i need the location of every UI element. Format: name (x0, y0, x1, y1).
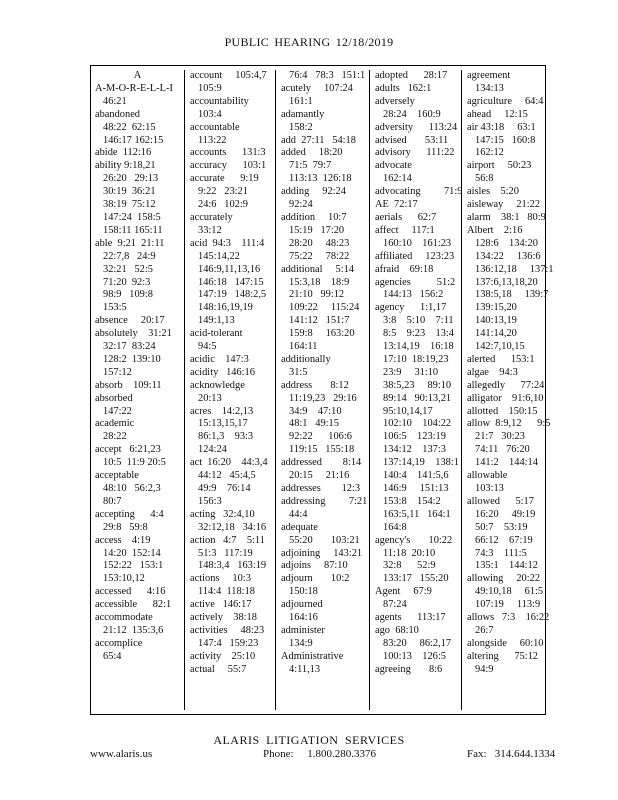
page-header: PUBLIC HEARING 12/18/2019 (224, 35, 394, 49)
index-page-refs: 26:7 (475, 624, 494, 636)
index-page-refs: 98:9 109:8 (103, 289, 153, 301)
index-page-refs: 15:13,15,17 (198, 418, 248, 430)
index-page-refs: 28:20 48:23 (289, 237, 350, 249)
index-page-refs: 146:18 147:15 (198, 276, 264, 288)
index-page-refs: 109:22 115:24 (289, 302, 360, 314)
index-entry: adequate (281, 521, 318, 533)
footer-company: ALARIS LITIGATION SERVICES (213, 733, 405, 747)
index-page-refs: 17:10 18:19,23 (383, 353, 449, 365)
index-page-refs: 21:10 99:12 (289, 289, 345, 301)
index-entry: allow 8:9,12 9:5 (467, 418, 551, 430)
index-entry: AE 72:17 (375, 199, 418, 211)
index-page-refs: 11:18 20:10 (383, 547, 436, 559)
index-page-refs: 134:13 (475, 82, 504, 94)
index-page-refs: 66:12 67:19 (475, 534, 533, 546)
index-entry: adults 162:1 (375, 82, 432, 94)
index-page-refs: 32:21 52:5 (103, 263, 153, 275)
index-page-refs: 28:24 160:9 (383, 108, 441, 120)
index-entry: actual 55:7 (190, 663, 247, 675)
index-page-refs: 156:3 (198, 495, 222, 507)
index-entry: advocating 71:9 (375, 186, 463, 198)
index-entry: absorb 109:11 (95, 379, 162, 391)
index-entry: allowed 5:17 (467, 495, 534, 507)
index-page-refs: 145:14,22 (198, 250, 240, 262)
index-entry: accept 6:21,23 (95, 444, 161, 456)
index-entry: active 146:17 (190, 599, 252, 611)
index-page-refs: 119:15 155:18 (289, 444, 355, 456)
index-entry: acid 94:3 111:4 (190, 237, 265, 249)
index-page-refs: 102:10 104:22 (383, 418, 452, 430)
index-page-refs: 137:14,19 138:1 (383, 457, 459, 469)
index-page-refs: 147:22 (103, 405, 132, 417)
index-entry: alongside 60:10 (467, 637, 544, 649)
index-page-refs: 9:22 23:21 (198, 186, 248, 198)
index-page-refs: 11:19,23 29:16 (289, 392, 357, 404)
index-page-refs: 15:19 17:20 (289, 224, 345, 236)
index-column-4 (369, 70, 461, 710)
index-entry: adjoins 87:10 (281, 560, 348, 572)
index-page-refs: 163:5,11 164:1 (383, 508, 451, 520)
index-entry: additionally (281, 353, 331, 365)
index-page-refs: 141:2 144:14 (475, 457, 538, 469)
index-entry: adjoining 143:21 (281, 547, 363, 559)
index-page-refs: 89:14 90:13,21 (383, 392, 452, 404)
index-column-2 (184, 70, 275, 710)
index-page-refs: 56:8 (475, 173, 494, 185)
index-entry: account 105:4,7 (190, 70, 267, 81)
index-page-refs: 74:11 76:20 (475, 444, 530, 456)
index-entry: adamantly (281, 108, 325, 120)
index-entry: airport 50:23 (467, 160, 532, 172)
index-page-refs: 92:24 (289, 199, 313, 211)
index-entry: allegedly 77:24 (467, 379, 545, 391)
index-column-1 (91, 70, 184, 710)
index-page-refs: 32:8 52:9 (383, 560, 436, 572)
index-entry: accountability (190, 95, 249, 107)
index-entry: academic (95, 418, 135, 430)
index-entry: agreeing 8:6 (375, 663, 443, 675)
index-entry: abandoned (95, 108, 141, 120)
index-frame (90, 65, 554, 715)
index-entry: actions 10:3 (190, 573, 251, 585)
index-page-refs: 10:5 11:9 20:5 (103, 457, 166, 469)
index-entry: accessed 4:16 (95, 586, 166, 598)
index-page-refs: 147:15 160:8 (475, 134, 536, 146)
index-entry: addresses 12:3 (281, 483, 361, 494)
index-entry: ago 68:10 (375, 624, 419, 636)
index-page-refs: 140:4 141:5,6 (383, 470, 449, 482)
index-entry: activity 25:10 (190, 650, 256, 662)
index-entry: accommodate (95, 612, 153, 624)
index-page-refs: 134:12 137:3 (383, 444, 446, 456)
index-entry: agency 1:1,17 (375, 302, 447, 314)
index-page-refs: 21:12 135:3,6 (103, 624, 164, 636)
index-page-refs: 46:21 (103, 95, 127, 107)
index-page-refs: 94:5 (198, 341, 217, 353)
index-page-refs: 44:12 45:4,5 (198, 470, 256, 482)
index-page-refs: 137:6,13,18,20 (475, 276, 538, 288)
index-page-refs: 20:15 21:16 (289, 470, 350, 482)
index-entry: adversity 113:24 (375, 121, 458, 133)
index-entry: absorbed (95, 392, 133, 404)
index-page-refs: 16:20 49:19 (475, 508, 536, 520)
index-page-refs: 48:22 62:15 (103, 121, 156, 133)
index-column-3 (275, 70, 369, 710)
index-entry: ability 9:18,21 (95, 160, 156, 172)
index-page-refs: 128:2 139:10 (103, 353, 161, 365)
index-entry: access 4:19 (95, 534, 151, 546)
index-entry: act 16:20 44:3,4 (190, 457, 268, 469)
index-page-refs: 34:9 47:10 (289, 405, 342, 417)
index-page-refs: 162:12 (475, 147, 504, 159)
index-page-refs: 87:24 (383, 599, 407, 611)
index-entry: affect 117:1 (375, 224, 435, 236)
index-entry: aisleway 21:22 (467, 199, 541, 211)
index-entry: Albert 2:16 (467, 224, 523, 236)
index-page-refs: 103:13 (475, 483, 504, 494)
index-entry: agencies 51:2 (375, 276, 456, 288)
index-page-refs: 51:3 117:19 (198, 547, 253, 559)
index-page-refs: 146:9,11,13,16 (198, 263, 261, 275)
index-page-refs: 107:19 113:9 (475, 599, 541, 611)
index-page-refs: 48:10 56:2,3 (103, 483, 161, 494)
index-page-refs: 103:4 (198, 108, 222, 120)
index-entry: abide 112:16 (95, 147, 152, 159)
index-entry: acceptable (95, 470, 139, 482)
index-page-refs: 113:22 (198, 134, 227, 146)
index-page-refs: 3:8 5:10 7:11 (383, 315, 454, 327)
index-page-refs: 164:16 (289, 612, 318, 624)
index-entry: acknowledge (190, 379, 245, 391)
index-page-refs: 23:9 31:10 (383, 366, 439, 378)
index-entry: accurately (190, 211, 233, 223)
index-page-refs: 8:5 9:23 13:4 (383, 328, 455, 340)
index-entry: adjourned (281, 599, 323, 611)
index-entry: A (133, 70, 142, 81)
index-entry: action 4:7 5:11 (190, 534, 265, 546)
index-page-refs: 105:9 (198, 82, 222, 94)
index-entry: affiliated 123:23 (375, 250, 455, 262)
index-entry: absence 20:17 (95, 315, 165, 327)
index-entry: accessible 82:1 (95, 599, 172, 611)
index-entry: addressed 8:14 (281, 457, 362, 469)
index-entry: allotted 150:15 (467, 405, 538, 417)
index-entry: additional 5:14 (281, 263, 355, 275)
index-page-refs: 146:17 162:15 (103, 134, 164, 146)
index-page-refs: 55:20 103:21 (289, 534, 360, 546)
index-entry: adjourn 10:2 (281, 573, 350, 585)
index-entry: acting 32:4,10 (190, 508, 255, 520)
index-page-refs: 76:4 78:3 151:1 (289, 70, 366, 81)
index-entry: acid-tolerant (190, 328, 243, 340)
index-entry: aisles 5:20 (467, 186, 519, 198)
index-page-refs: 74:3 111:5 (475, 547, 527, 559)
index-page-refs: 153:10,12 (103, 573, 145, 585)
index-page-refs: 24:6 102:9 (198, 199, 248, 211)
index-page-refs: 139:15,20 (475, 302, 517, 314)
index-page-refs: 65:4 (103, 650, 122, 662)
index-entry: ahead 12:15 (467, 108, 528, 120)
index-page-refs: 32:12,18 34:16 (198, 521, 267, 533)
index-entry: advised 53:11 (375, 134, 449, 146)
index-page-refs: 158:2 (289, 121, 313, 133)
index-page-refs: 160:10 161:23 (383, 237, 452, 249)
index-entry: addressing 7:21 (281, 495, 368, 507)
index-page-refs: 15:3,18 18:9 (289, 276, 350, 288)
index-entry: A-M-O-R-E-L-L-I (95, 82, 173, 94)
index-entry: altering 75:12 (467, 650, 538, 662)
index-page-refs: 30:19 36:21 (103, 186, 156, 198)
index-page-refs: 150:18 (289, 586, 318, 598)
index-entry: adding 92:24 (281, 186, 346, 198)
index-page-refs: 152:22 153:1 (103, 560, 164, 572)
index-page-refs: 144:13 156:2 (383, 289, 444, 301)
index-page-refs: 147:19 148:2,5 (198, 289, 267, 301)
index-entry: activities 48:23 (190, 624, 265, 636)
index-page-refs: 71:5 79:7 (289, 160, 332, 172)
index-page-refs: 106:5 123:19 (383, 431, 446, 443)
index-entry: added 18:20 (281, 147, 343, 159)
index-entry: acutely 107:24 (281, 82, 353, 94)
index-page-refs: 20:13 (198, 392, 222, 404)
index-entry: accepting 4:4 (95, 508, 164, 520)
index-page-refs: 153:8 154:2 (383, 495, 441, 507)
index-entry: administer (281, 624, 325, 636)
index-entry: allowable (467, 470, 508, 482)
index-page-refs: 149:1,13 (198, 315, 235, 327)
index-page-refs: 94:9 (475, 663, 494, 675)
index-page-refs: 147:4 159:23 (198, 637, 259, 649)
index-entry: agriculture 64:4 (467, 95, 544, 107)
index-entry: alerted 153:1 (467, 353, 535, 365)
index-page-refs: 26:20 29:13 (103, 173, 159, 185)
index-page-refs: 164:8 (383, 521, 407, 533)
index-entry: accuracy 103:1 (190, 160, 267, 172)
index-page-refs: 31:5 (289, 366, 308, 378)
footer-fax: Fax: 314.644.1334 (467, 748, 556, 760)
index-entry: agency's 10:22 (375, 534, 453, 546)
index-entry: alligator 91:6,10 (467, 392, 544, 404)
index-entry: algae 94:3 (467, 366, 518, 378)
index-entry: acres 14:2,13 (190, 405, 254, 417)
index-entry: advisory 111:22 (375, 147, 455, 159)
index-entry: afraid 69:18 (375, 263, 434, 275)
index-page-refs: 142:7,10,15 (475, 341, 525, 353)
index-page-refs: 38:19 75:12 (103, 199, 156, 211)
index-page-refs: 50:7 53:19 (475, 521, 528, 533)
index-page-refs: 148:16,19,19 (198, 302, 253, 314)
index-entry: add 27:11 54:18 (281, 134, 356, 146)
index-entry: air 43:18 63:1 (467, 121, 536, 133)
index-page-refs: 71:20 92:3 (103, 276, 151, 288)
index-entry: agents 113:17 (375, 612, 446, 624)
index-entry: adversely (375, 95, 415, 107)
index-entry: alarm 38:1 80:9 (467, 211, 546, 223)
index-page-refs: 147:24 158:5 (103, 211, 161, 223)
index-entry: addition 10:7 (281, 211, 347, 223)
index-entry: adopted 28:17 (375, 70, 448, 81)
index-page-refs: 80:7 (103, 495, 122, 507)
index-page-refs: 33:12 (198, 224, 222, 236)
index-page-refs: 44:4 (289, 508, 308, 520)
index-page-refs: 134:22 136:6 (475, 250, 541, 262)
index-page-refs: 113:13 126:18 (289, 173, 352, 185)
index-page-refs: 157:12 (103, 366, 132, 378)
index-entry: accounts 131:3 (190, 147, 266, 159)
index-page-refs: 95:10,14,17 (383, 405, 433, 417)
index-page-refs: 22:7,8 24:9 (103, 250, 156, 262)
index-entry: aerials 62:7 (375, 211, 437, 223)
index-page-refs: 141:14,20 (475, 328, 517, 340)
index-entry: agreement (467, 70, 511, 81)
index-page-refs: 48:1 49:15 (289, 418, 339, 430)
index-page-refs: 158:11 165:11 (103, 224, 163, 236)
index-page-refs: 153:5 (103, 302, 127, 314)
index-entry: acidity 146:16 (190, 366, 255, 378)
footer-phone: Phone: 1.800.280.3376 (263, 748, 377, 760)
index-page-refs: 14:20 152:14 (103, 547, 161, 559)
index-entry: Administrative (281, 650, 344, 662)
index-page-refs: 32:17 83:24 (103, 341, 156, 353)
index-page-refs: 148:3,4 163:19 (198, 560, 267, 572)
index-entry: acidic 147:3 (190, 353, 249, 365)
index-page-refs: 140:13,19 (475, 315, 517, 327)
index-page-refs: 75:22 78:22 (289, 250, 350, 262)
index-page-refs: 141:12 151:7 (289, 315, 350, 327)
index-entry: address 8:12 (281, 379, 349, 391)
index-entry: allows 7:3 16:22 (467, 612, 550, 624)
index-page-refs: 134:9 (289, 637, 313, 649)
index-page-refs: 13:14,19 16:18 (383, 341, 454, 353)
index-page-refs: 136:12,18 137:1 (475, 263, 554, 275)
index-page-refs: 29:8 59:8 (103, 521, 148, 533)
index-page-refs: 4:11,13 (289, 663, 321, 675)
index-entry: able 9:21 21:11 (95, 237, 165, 249)
index-page-refs: 49:10,18 61:5 (475, 586, 544, 598)
index-page-refs: 28:22 (103, 431, 127, 443)
index-page-refs: 146:9 151:13 (383, 483, 449, 494)
index-page-refs: 124:24 (198, 444, 227, 456)
index-page-refs: 114:4 118:18 (198, 586, 255, 598)
index-page-refs: 49:9 76:14 (198, 483, 251, 494)
index-page-refs: 133:17 155:20 (383, 573, 449, 585)
index-page-refs: 92:22 106:6 (289, 431, 352, 443)
index-entry: accountable (190, 121, 240, 133)
footer-website: www.alaris.us (90, 748, 153, 760)
index-page-refs: 164:11 (289, 341, 318, 353)
index-page-refs: 159:8 163:20 (289, 328, 355, 340)
index-page-refs: 21:7 30:23 (475, 431, 525, 443)
index-page-refs: 138:5,18 139:7 (475, 289, 549, 301)
index-page-refs: 135:1 144:12 (475, 560, 538, 572)
index-page-refs: 161:1 (289, 95, 313, 107)
index-page-refs: 86:1,3 93:3 (198, 431, 254, 443)
index-page-refs: 162:14 (383, 173, 412, 185)
index-column-5 (461, 70, 554, 710)
index-entry: Agent 67:9 (375, 586, 432, 598)
index-entry: advocate (375, 160, 412, 172)
index-entry: actively 38:18 (190, 612, 257, 624)
index-entry: accomplice (95, 637, 143, 649)
index-page-refs: 128:6 134:20 (475, 237, 538, 249)
index-page-refs: 83:20 86:2,17 (383, 637, 452, 649)
index-entry: allowing 20:22 (467, 573, 541, 585)
index-entry: absolutely 31:21 (95, 328, 172, 340)
index-entry: accurate 9:19 (190, 173, 259, 185)
index-page-refs: 100:13 126:5 (383, 650, 446, 662)
index-page-refs: 38:5,23 89:10 (383, 379, 452, 391)
